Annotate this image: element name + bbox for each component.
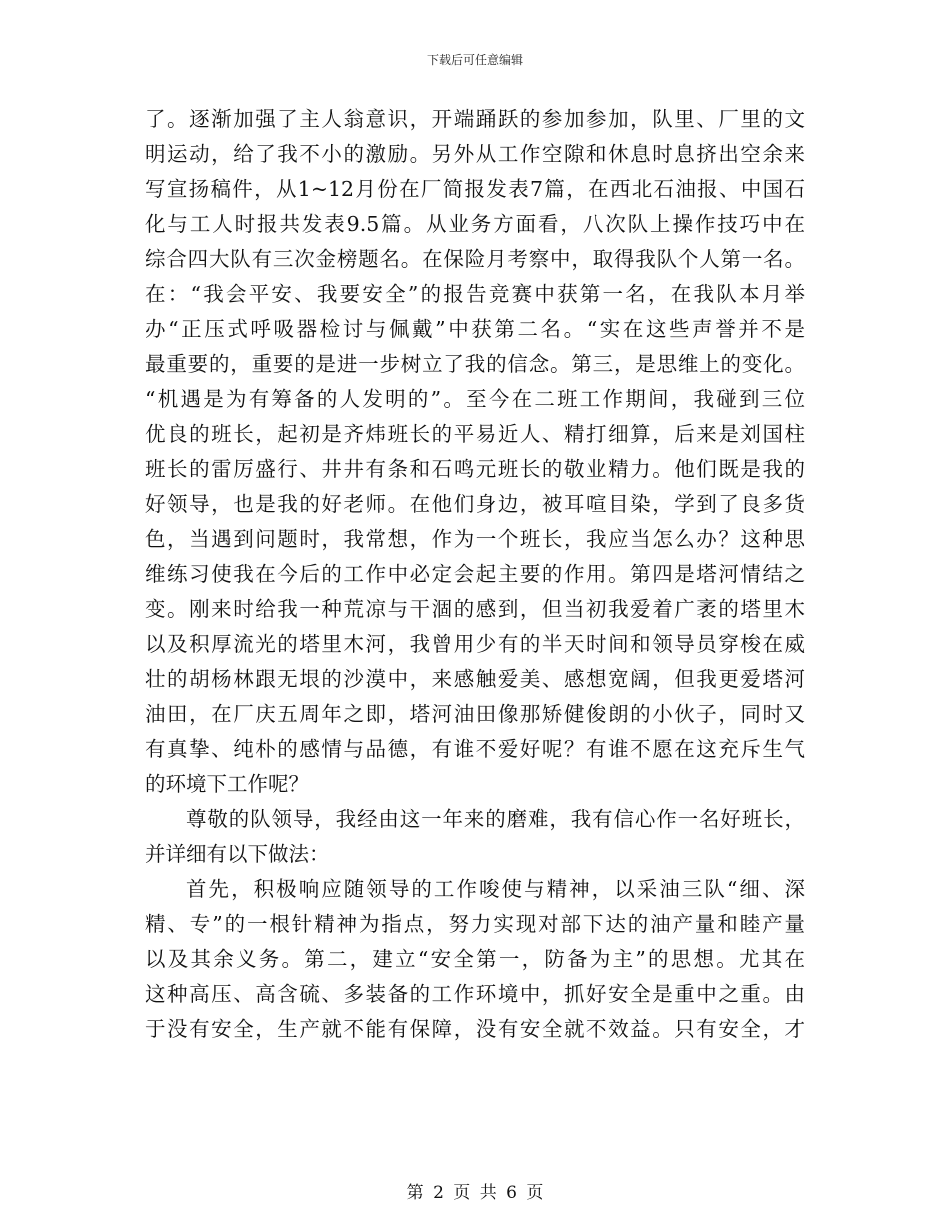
text-line: 班长的雷厉盛行、井井有条和石鸣元班长的敬业精力。他们既是我的	[145, 457, 805, 481]
text-line: 最重要的，重要的是进一步树立了我的信念。第三，是思维上的变化。	[145, 352, 805, 376]
paragraph-end-line: 的环境下工作呢？	[145, 772, 309, 796]
text-line: “机遇是为有筹备的人发明的”。至今在二班工作期间，我碰到三位	[145, 387, 805, 411]
text-line: 有真挚、纯朴的感情与品德，有谁不爱好呢？有谁不愿在这充斥生气	[145, 737, 805, 761]
text-line: 写宣扬稿件，从1~12月份在厂简报发表7篇，在西北石油报、中国石	[145, 177, 805, 201]
text-line: 色，当遇到问题时，我常想，作为一个班长，我应当怎么办？这种思	[145, 527, 805, 551]
text-line: 以及其余义务。第二，建立“安全第一，防备为主”的思想。尤其在	[145, 947, 805, 971]
text-line: 壮的胡杨林跟无垠的沙漠中，来感触爱美、感想宽阔，但我更爱塔河	[145, 667, 805, 691]
text-line: 于没有安全，生产就不能有保障，没有安全就不效益。只有安全，才	[145, 1017, 805, 1041]
text-line: 综合四大队有三次金榜题名。在保险月考察中，取得我队个人第一名。	[145, 247, 805, 271]
text-line: 这种高压、高含硫、多装备的工作环境中，抓好安全是重中之重。由	[145, 982, 805, 1006]
paragraph-start-line: 尊敬的队领导，我经由这一年来的磨难，我有信心作一名好班长，	[186, 807, 805, 831]
text-line: 在：“我会平安、我要安全”的报告竞赛中获第一名，在我队本月举	[145, 282, 805, 306]
paragraph-start-line: 首先，积极响应随领导的工作唆使与精神，以采油三队“细、深	[186, 877, 805, 901]
paragraph-end-line: 并详细有以下做法：	[145, 842, 330, 866]
text-line: 变。刚来时给我一种荒凉与干涸的感到，但当初我爱着广袤的塔里木	[145, 597, 805, 621]
text-line: 维练习使我在今后的工作中必定会起主要的作用。第四是塔河情结之	[145, 562, 805, 586]
text-line: 办“正压式呼吸器检讨与佩戴”中获第二名。“实在这些声誉并不是	[145, 317, 805, 341]
text-line: 好领导，也是我的好老师。在他们身边，被耳喧目染，学到了良多货	[145, 492, 805, 516]
page-header: 下载后可任意编辑	[426, 53, 523, 67]
text-line: 明运动，给了我不小的激励。另外从工作空隙和休息时息挤出空余来	[145, 142, 805, 166]
text-line: 以及积厚流光的塔里木河，我曾用少有的半天时间和领导员穿梭在威	[145, 632, 805, 656]
text-line: 化与工人时报共发表9.5篇。从业务方面看，八次队上操作技巧中在	[145, 212, 805, 236]
text-line: 油田，在厂庆五周年之即，塔河油田像那矫健俊朗的小伙子，同时又	[145, 702, 805, 726]
text-line: 了。逐渐加强了主人翁意识，开端踊跃的参加参加，队里、厂里的文	[145, 107, 805, 131]
text-line: 精、专”的一根针精神为指点，努力实现对部下达的油产量和睦产量	[145, 912, 805, 936]
document-body	[145, 102, 805, 1047]
text-line: 优良的班长，起初是齐炜班长的平易近人、精打细算，后来是刘国柱	[145, 422, 805, 446]
page-number-footer: 第 2 页 共 6 页	[406, 1183, 544, 1203]
